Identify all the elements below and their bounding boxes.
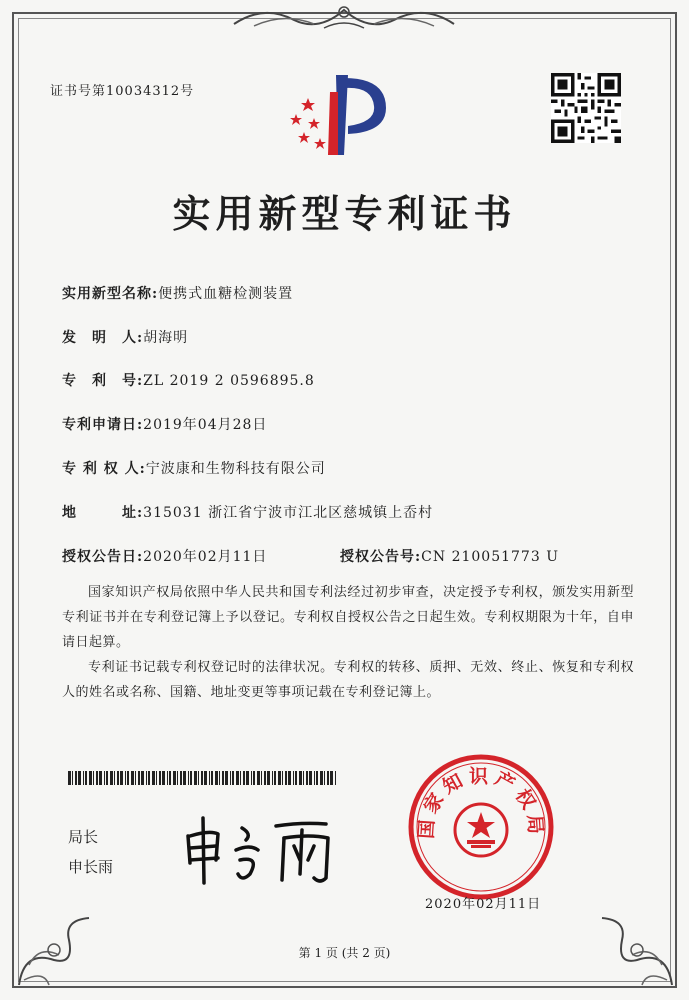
- field-grant-date: [62, 546, 267, 566]
- field-label: 发 明 人:: [62, 330, 144, 346]
- field-patent-number: [62, 370, 315, 390]
- field-value: 胡海明: [143, 330, 189, 346]
- field-application-date: [62, 414, 267, 434]
- field-inventor: [62, 327, 188, 347]
- field-value: 2020年02月11日: [143, 549, 268, 565]
- field-value: ZL 2019 2 0596895.8: [143, 373, 315, 389]
- field-label: 授权公告号:: [340, 549, 422, 565]
- certificate-number: 证书号第10034312号: [50, 84, 195, 99]
- director-title: 局长: [68, 828, 99, 846]
- field-grant-number: [340, 546, 559, 566]
- field-label: 授权公告日:: [62, 549, 144, 565]
- field-label: 实用新型名称:: [62, 286, 159, 302]
- grant-statement: 国家知识产权局依照中华人民共和国专利法经过初步审查，决定授予专利权，颁发实用新型专利证书并在专利登记簿上予以登记。专利权自授权公告之日起生效。专利权期限为十年，自申请日起算。: [62, 585, 634, 650]
- field-address: [62, 502, 433, 522]
- field-label: 专 利 权 人:: [62, 461, 146, 477]
- certificate-title: 实用新型专利证书: [172, 191, 517, 236]
- issue-date: 2020年02月11日: [425, 897, 542, 912]
- seal-text: 国家知识产权局: [415, 765, 547, 840]
- legal-status-note: 专利证书记载专利权登记时的法律状况。专利权的转移、质押、无效、终止、恢复和专利权人的姓名或名称、国籍、地址变更等事项记载在专利登记簿上。: [62, 660, 634, 700]
- field-patentee: [62, 458, 326, 478]
- director-name: 申长雨: [68, 858, 114, 876]
- top-ornament: [224, 2, 464, 32]
- qr-code: [551, 73, 621, 143]
- field-label: 专利申请日:: [62, 417, 144, 433]
- field-value: 宁波康和生物科技有限公司: [145, 461, 326, 477]
- field-utility-model-name: [62, 283, 293, 303]
- page-number: 第 1 页 (共 2 页): [298, 946, 391, 960]
- field-value: 315031 浙江省宁波市江北区慈城镇上岙村: [143, 505, 434, 521]
- field-value: CN 210051773 U: [421, 549, 559, 565]
- field-value: 2019年04月28日: [143, 417, 268, 433]
- director-signature: [180, 808, 350, 888]
- field-label: 专 利 号:: [62, 373, 144, 389]
- official-seal: [406, 752, 556, 902]
- field-label: 地 址:: [62, 505, 144, 521]
- cnipa-logo: [286, 70, 396, 160]
- barcode: [68, 771, 338, 785]
- field-value: 便携式血糖检测装置: [158, 286, 294, 302]
